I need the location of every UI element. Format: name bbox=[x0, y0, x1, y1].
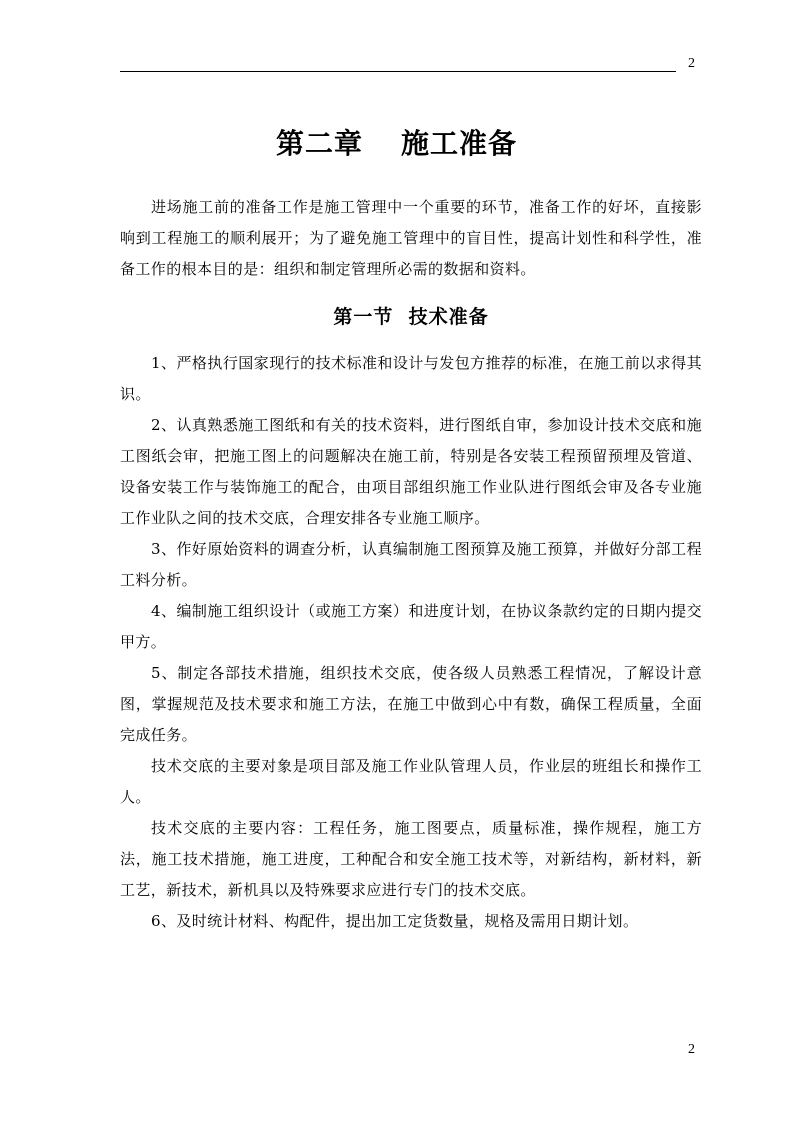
chapter-number: 第二章 bbox=[275, 127, 363, 160]
paragraph-disclosure-targets: 技术交底的主要对象是项目部及施工作业队管理人员，作业层的班组长和操作工人。 bbox=[120, 757, 702, 806]
paragraph-item-5: 5、制定各部技术措施，组织技术交底，使各级人员熟悉工程情况，了解设计意图，掌握规范及技术要求和施工方法，在施工中做到心中有数，确保工程质量，全面完成任务。 bbox=[120, 664, 702, 744]
paragraph-item-3: 3、作好原始资料的调查分析，认真编制施工图预算及施工预算，并做好分部工程工料分析。 bbox=[120, 540, 702, 589]
header-page-number: 2 bbox=[688, 56, 695, 71]
chapter-title bbox=[0, 126, 793, 162]
section-title: 第一节 技术准备 bbox=[333, 306, 489, 328]
paragraph-item-1: 1、严格执行国家现行的技术标准和设计与发包方推荐的标准，在施工前以求得其识。 bbox=[120, 354, 702, 403]
chapter-name: 施工准备 bbox=[401, 127, 518, 160]
intro-paragraph: 进场施工前的准备工作是施工管理中一个重要的环节，准备工作的好坏，直接影响到工程施工的顺利展开；为了避免施工管理中的盲目性，提高计划性和科学性，准备工作的根本目的是：组织和制定管理所必需的数据和资料。 bbox=[120, 198, 702, 278]
paragraph-item-2: 2、认真熟悉施工图纸和有关的技术资料，进行图纸自审，参加设计技术交底和施工图纸会审，把施工图上的问题解决在施工前，特别是各安装工程预留预埋及管道、设备安装工作与装饰施工的配合，由项目部组织施工作业队进行图纸会审及各专业施工作业队之间的技术交底，合理安排各专业施工顺序。 bbox=[120, 416, 702, 527]
footer-page-number: 2 bbox=[688, 1042, 695, 1057]
paragraph-item-6: 6、及时统计材料、构配件，提出加工定货数量，规格及需用日期计划。 bbox=[151, 912, 639, 930]
header-rule bbox=[120, 71, 676, 72]
paragraph-disclosure-contents: 技术交底的主要内容：工程任务，施工图要点，质量标准，操作规程，施工方法，施工技术措施，施工进度，工种配合和安全施工技术等，对新结构，新材料，新工艺，新技术，新机具以及特殊要求应进行专门的技术交底。 bbox=[120, 819, 702, 899]
document-body bbox=[120, 192, 702, 937]
paragraph-item-4: 4、编制施工组织设计（或施工方案）和进度计划，在协议条款约定的日期内提交甲方。 bbox=[120, 602, 702, 651]
